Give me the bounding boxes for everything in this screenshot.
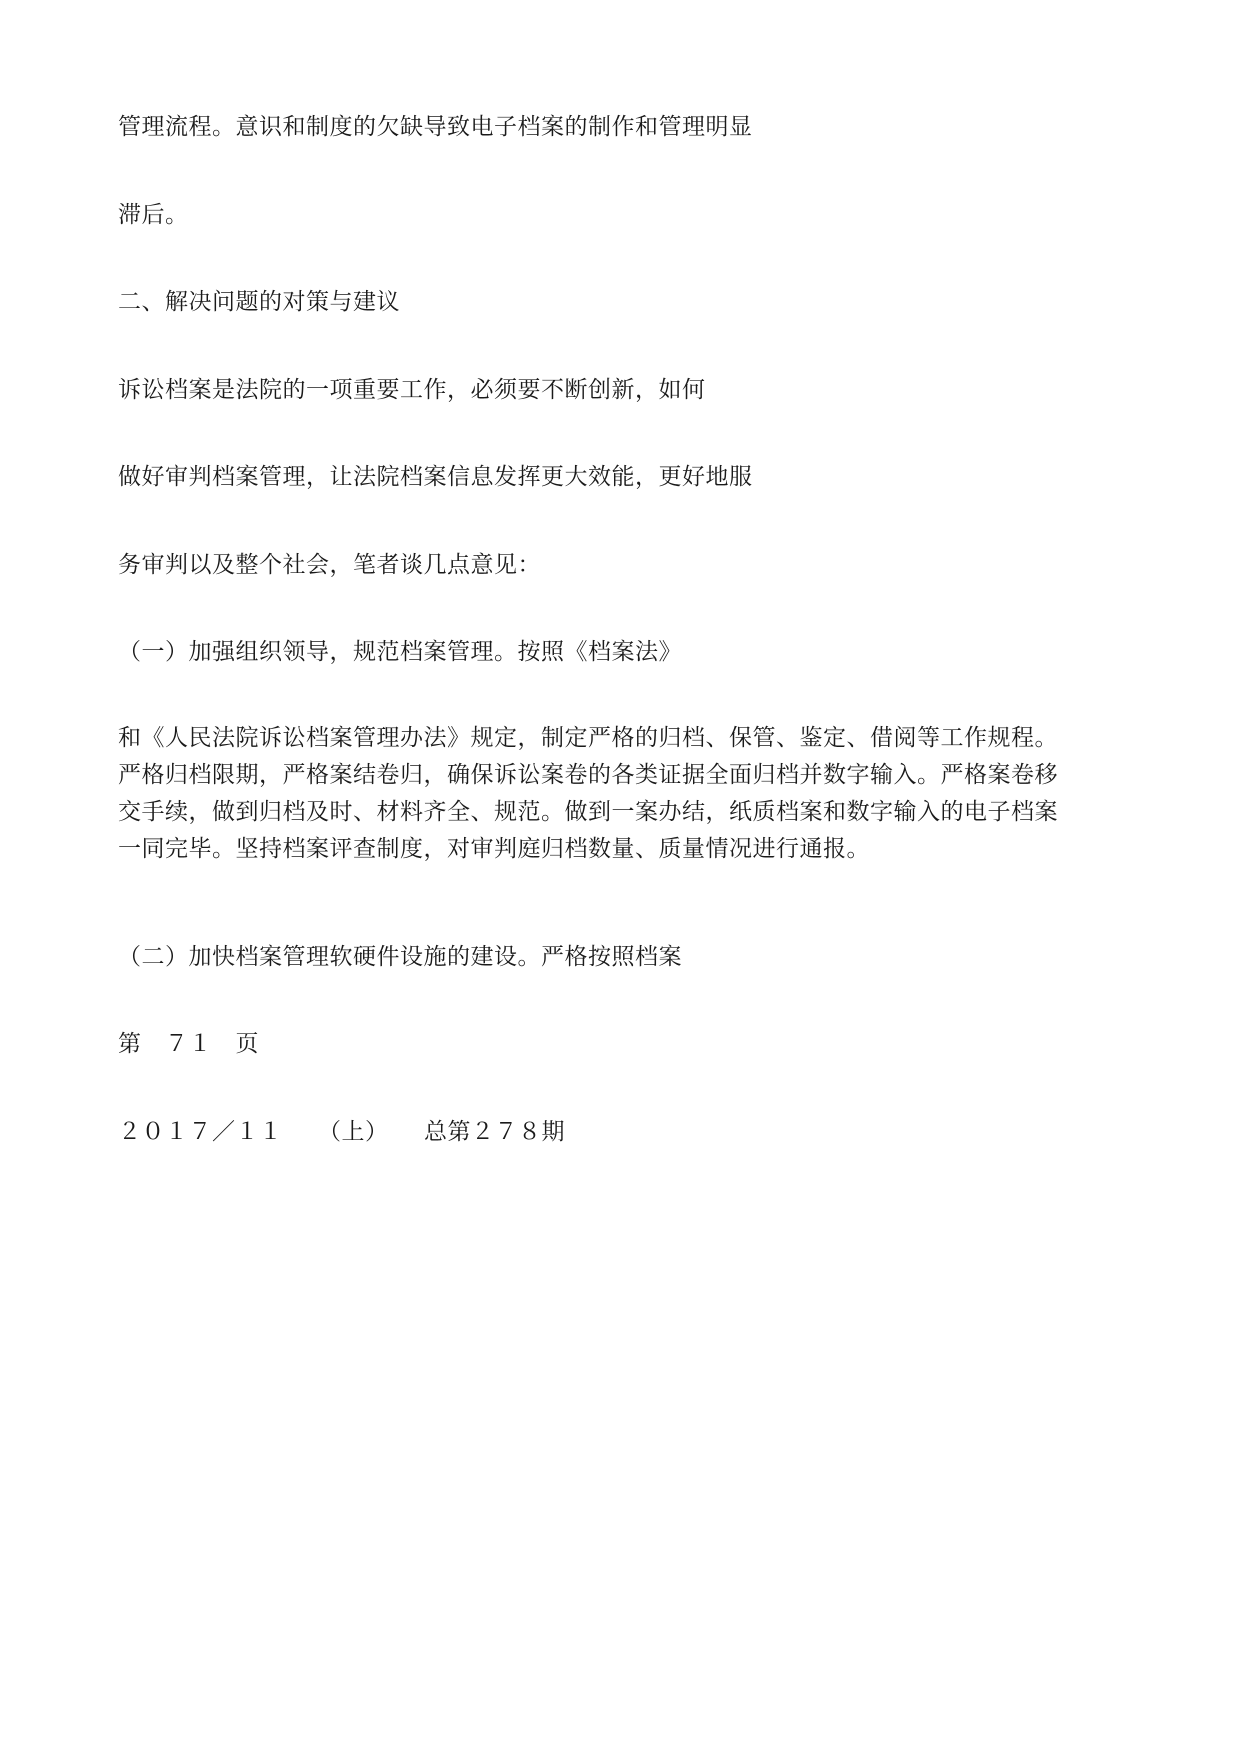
text-line-5: 做好审判档案管理，让法院档案信息发挥更大效能，更好地服 — [118, 464, 753, 490]
text-line-1: 管理流程。意识和制度的欠缺导致电子档案的制作和管理明显 — [118, 114, 753, 140]
text-line-6: 务审判以及整个社会，笔者谈几点意见： — [118, 552, 541, 578]
text-line-2: 滞后。 — [118, 202, 189, 228]
paragraph-line: 交手续，做到归档及时、材料齐全、规范。做到一案办结，纸质档案和数字输入的电子档案 — [118, 799, 1058, 825]
page-number: 第 ７１ 页 — [118, 1031, 259, 1057]
section-heading: 二、解决问题的对策与建议 — [118, 289, 400, 315]
issue-info: ２０１７／１１ （上） 总第２７８期 — [118, 1119, 565, 1145]
subsection-two-heading: （二）加快档案管理软硬件设施的建设。严格按照档案 — [118, 944, 682, 970]
paragraph-block — [118, 720, 1128, 868]
paragraph-line: 和《人民法院诉讼档案管理办法》规定，制定严格的归档、保管、鉴定、借阅等工作规程。 — [118, 725, 1058, 751]
text-line-4: 诉讼档案是法院的一项重要工作，必须要不断创新，如何 — [118, 377, 706, 403]
subsection-one-heading: （一）加强组织领导，规范档案管理。按照《档案法》 — [118, 639, 682, 665]
paragraph-line: 一同完毕。坚持档案评查制度，对审判庭归档数量、质量情况进行通报。 — [118, 836, 870, 862]
paragraph-line: 严格归档限期，严格案结卷归，确保诉讼案卷的各类证据全面归档并数字输入。严格案卷移 — [118, 762, 1058, 788]
